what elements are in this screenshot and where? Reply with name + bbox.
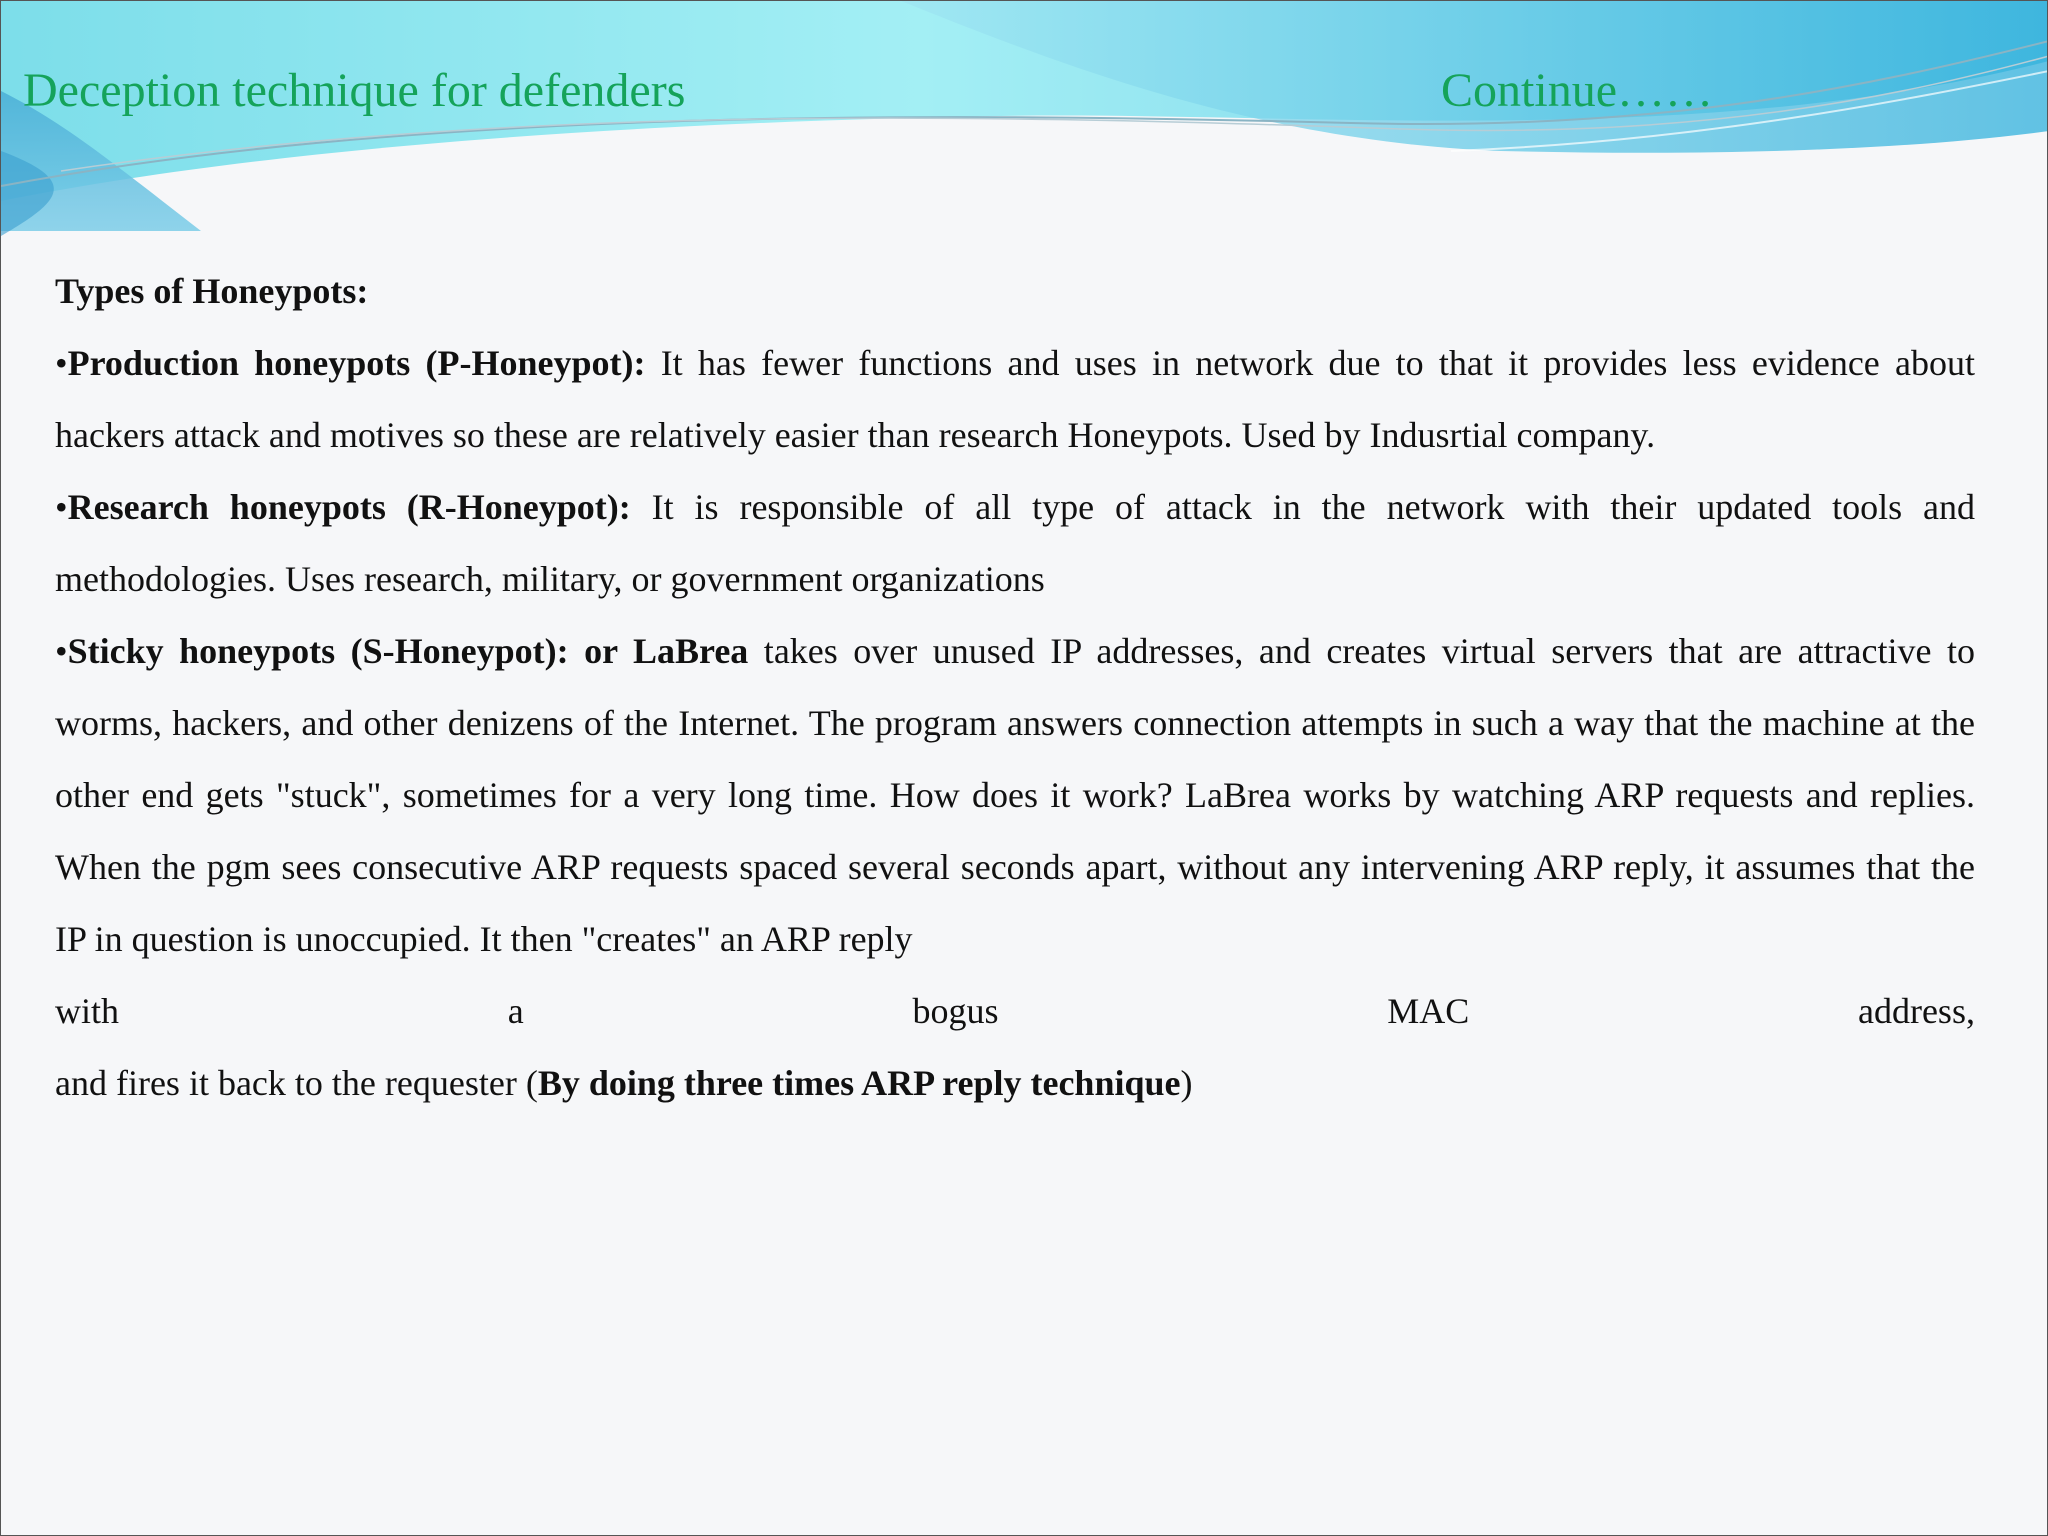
research-label: Research honeypots (R-Honeypot): <box>67 487 631 527</box>
research-text: It is responsible of all type of attack in the network with their updated tools and methodologies. Uses research, military, or government organizations <box>55 487 1975 599</box>
slide-title-continue: Continue…… <box>1441 64 1713 117</box>
bullet-marker: • <box>55 487 68 527</box>
sticky-last-bold: By doing three times ARP reply technique <box>537 1063 1181 1103</box>
spread-word: MAC <box>1387 991 1470 1031</box>
sticky-last-prefix: and fires it back to the requester ( <box>55 1063 538 1103</box>
sticky-spread-line <box>55 975 1975 1047</box>
sticky-text: takes over unused IP addresses, and creates virtual servers that are attractive to worms, hackers, and other denizens of the Internet. The program answers connection attempts in such a way that the machine at the other end gets "stuck", sometimes for a very long time. How does it work? LaBrea works by watching ARP requests and replies. When the pgm sees consecutive ARP requests spaced several seconds apart, without any intervening ARP reply, it assumes that the IP in question is unoccupied. It then "creates" an ARP reply <box>55 631 1975 959</box>
bullet-marker: • <box>55 343 68 383</box>
bullet-production <box>55 327 1975 471</box>
spread-word: a <box>507 991 524 1031</box>
spread-word: bogus <box>912 991 999 1031</box>
sticky-last-line <box>55 1047 1975 1119</box>
slide-title: Deception technique for defenders <box>23 64 686 117</box>
sticky-label: Sticky honeypots (S-Honeypot): or LaBrea <box>67 631 749 671</box>
production-label: Production honeypots (P-Honeypot): <box>67 343 646 383</box>
header-wave-decoration <box>1 1 2048 241</box>
production-text: It has fewer functions and uses in network due to that it provides less evidence about hackers attack and motives so these are relatively easier than research Honeypots. Used by Indusrtial company. <box>55 343 1975 455</box>
bullet-marker: • <box>55 631 68 671</box>
bullet-research <box>55 471 1975 615</box>
spread-word: address, <box>1857 991 1975 1031</box>
slide-body <box>55 255 1975 1119</box>
sticky-last-suffix: ) <box>1180 1063 1193 1103</box>
spread-word: with <box>55 991 120 1031</box>
bullet-sticky <box>55 615 1975 975</box>
section-heading: Types of Honeypots: <box>55 271 369 311</box>
